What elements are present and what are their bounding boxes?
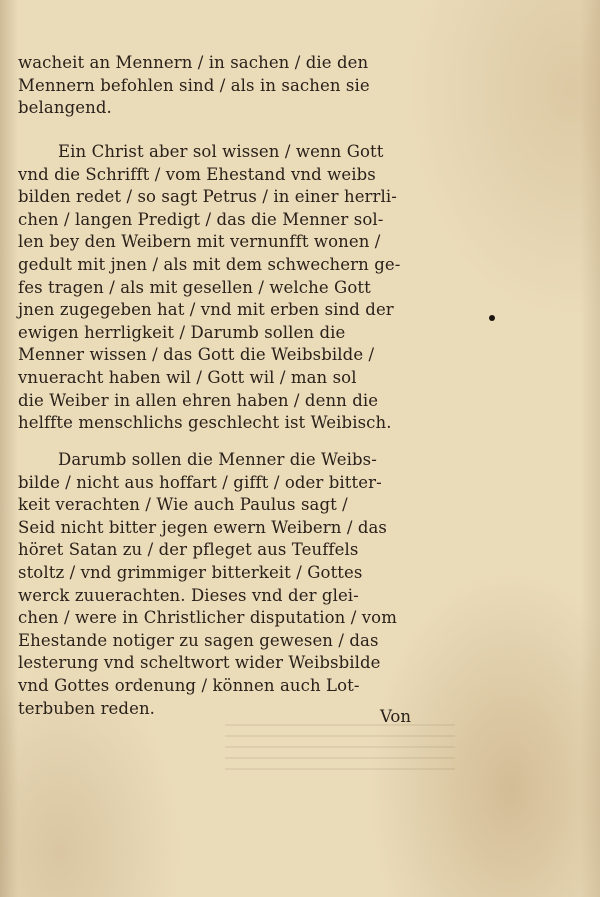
text-line: bilde / nicht aus hoffart / gifft / oder bitter-	[18, 472, 382, 492]
text-line: gedult mit jnen / als mit dem schwechern ge-	[18, 254, 401, 274]
ink-bleed-through	[225, 720, 455, 770]
text-line: Seid nicht bitter jegen ewern Weibern / das	[18, 517, 387, 537]
text-line: ewigen herrligkeit / Darumb sollen die	[18, 322, 346, 342]
catchword: Von	[380, 707, 411, 726]
text-line: jnen zugegeben hat / vnd mit erben sind der	[18, 300, 394, 320]
text-line: Ehestande notiger zu sagen gewesen / das	[18, 630, 379, 650]
text-line: fes tragen / als mit gesellen / welche Gott	[18, 277, 371, 297]
paragraph-2	[18, 141, 438, 435]
text-line: keit verachten / Wie auch Paulus sagt /	[18, 495, 348, 515]
text-line: terbuben reden.	[18, 698, 156, 718]
text-line: vnd Gottes ordenung / können auch Lot-	[18, 675, 360, 695]
paragraph-1	[18, 52, 438, 120]
text-line: vnd die Schrifft / vom Ehestand vnd weibs	[18, 164, 376, 184]
text-line: wacheit an Mennern / in sachen / die den	[18, 53, 369, 72]
text-line: len bey den Weibern mit vernunfft wonen /	[18, 232, 381, 252]
text-line: stoltz / vnd grimmiger bitterkeit / Gottes	[18, 562, 363, 582]
ink-spot	[489, 315, 495, 321]
text-line: helffte menschlichs geschlecht ist Weibisch.	[18, 413, 392, 433]
text-line: lesterung vnd scheltwort wider Weibsbilde	[18, 653, 381, 673]
text-line: die Weiber in allen ehren haben / denn die	[18, 390, 379, 410]
text-line: belangend.	[18, 98, 112, 118]
text-line: werck zuuerachten. Dieses vnd der glei-	[18, 585, 359, 605]
text-line: höret Satan zu / der pfleget aus Teuffels	[18, 540, 359, 560]
text-line: Menner wissen / das Gott die Weibsbilde /	[18, 345, 375, 365]
text-line: chen / langen Predigt / das die Menner sol-	[18, 209, 384, 229]
text-line: Ein Christ aber sol wissen / wenn Gott	[58, 142, 384, 161]
text-line: vnueracht haben wil / Gott wil / man sol	[18, 367, 357, 387]
paragraph-3	[18, 449, 438, 720]
text-line: Mennern befohlen sind / als in sachen sie	[18, 75, 370, 95]
text-line: bilden redet / so sagt Petrus / in einer herrli-	[18, 187, 397, 207]
text-line: chen / were in Christlicher disputation / vom	[18, 608, 397, 628]
text-line: Darumb sollen die Menner die Weibs-	[58, 450, 377, 469]
